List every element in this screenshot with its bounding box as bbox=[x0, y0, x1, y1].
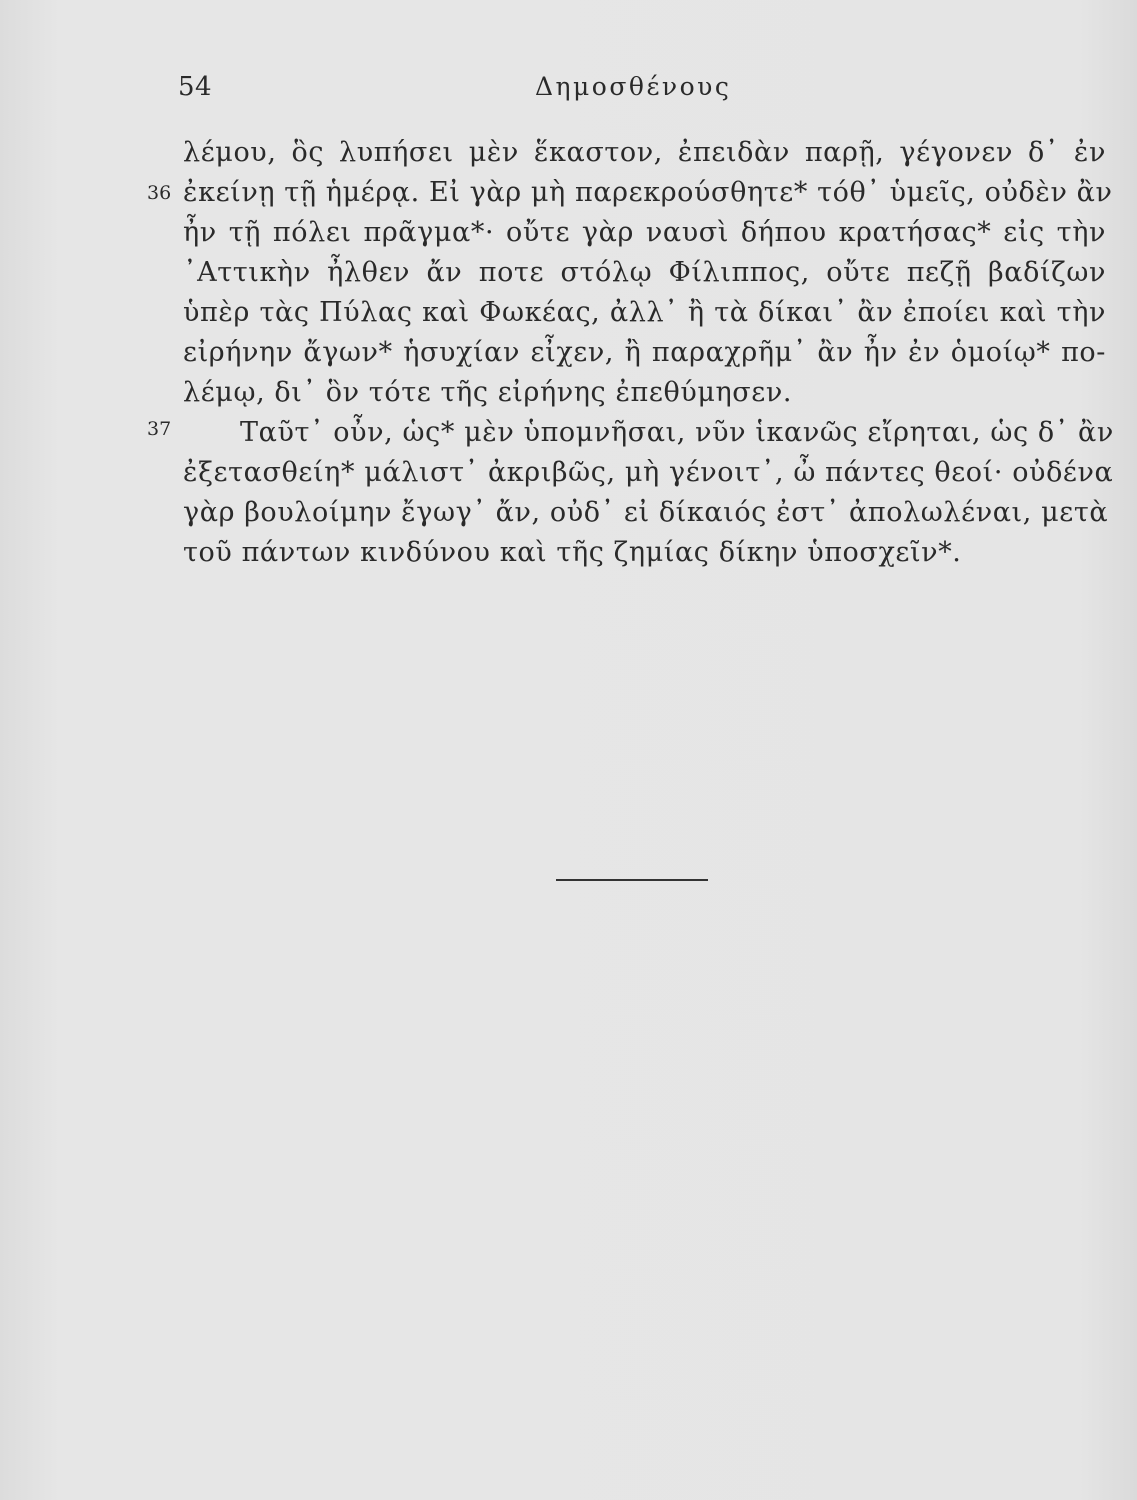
end-rule bbox=[556, 879, 708, 881]
text-line: τοῦ πάντων κινδύνου καὶ τῆς ζημίας δίκην ὑποσχεῖν*. bbox=[183, 537, 962, 568]
text-line: ἦν τῇ πόλει πρᾶγμα*· οὔτε γὰρ ναυσὶ δήπου κρατήσας* εἰς τὴν bbox=[183, 217, 1106, 248]
text-line: λέμῳ, δι᾽ ὃν τότε τῆς εἰρήνης ἐπεθύμησεν. bbox=[183, 377, 793, 408]
text-line: ἐκείνῃ τῇ ἡμέρᾳ. Εἰ γὰρ μὴ παρεκρούσθητε* τόθ᾽ ὑμεῖς, οὐδὲν ἂν bbox=[183, 177, 1113, 208]
text-line: γὰρ βουλοίμην ἔγωγ᾽ ἄν, οὐδ᾽ εἰ δίκαιός ἐστ᾽ ἀπολωλέναι, μετὰ bbox=[183, 497, 1109, 528]
text-line: ἐξετασθείη* μάλιστ᾽ ἀκριβῶς, μὴ γένοιτ᾽, ὦ πάντες θεοί· οὐδένα bbox=[183, 457, 1114, 488]
text-line: εἰρήνην ἄγων* ἡσυχίαν εἶχεν, ἢ παραχρῆμ᾽ ἂν ἦν ἐν ὁμοίῳ* πο- bbox=[183, 337, 1106, 368]
line-number-37: 37 bbox=[147, 418, 172, 440]
text-line: ὑπὲρ τὰς Πύλας καὶ Φωκέας, ἀλλ᾽ ἢ τὰ δίκαι᾽ ἂν ἐποίει καὶ τὴν bbox=[183, 297, 1106, 328]
running-head: Δημοσθένους bbox=[535, 72, 732, 101]
line-number-36: 36 bbox=[147, 182, 172, 204]
text-line: Ταῦτ᾽ οὖν, ὡς* μὲν ὑπομνῆσαι, νῦν ἱκανῶς εἴρηται, ὡς δ᾽ ἂν bbox=[240, 417, 1114, 448]
text-line: ᾽Αττικὴν ἦλθεν ἄν ποτε στόλῳ Φίλιππος, οὔτε πεζῇ βαδίζων bbox=[183, 257, 1106, 288]
text-line: λέμου, ὃς λυπήσει μὲν ἕκαστον, ἐπειδὰν παρῇ, γέγονεν δ᾽ ἐν bbox=[183, 137, 1106, 168]
page-number: 54 bbox=[178, 72, 213, 102]
